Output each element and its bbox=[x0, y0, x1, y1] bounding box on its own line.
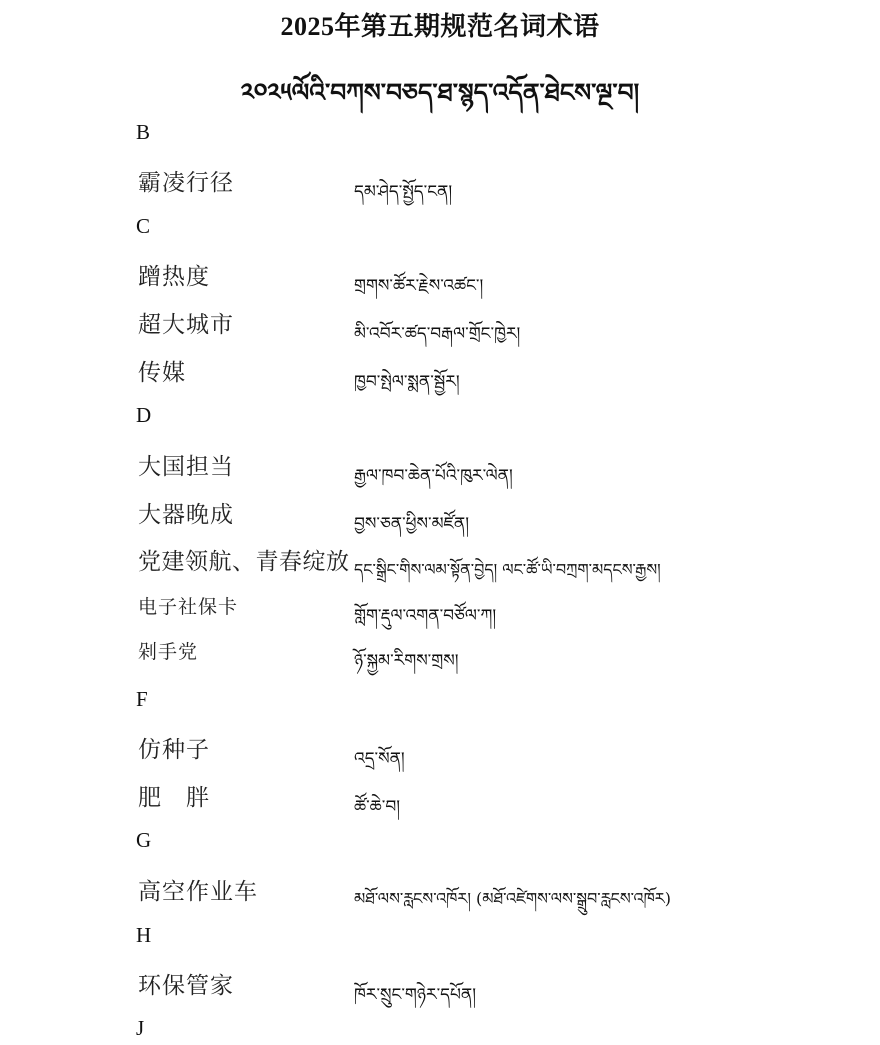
section-letter-f: F bbox=[136, 687, 148, 711]
term-bo: གློག་རྡུལ་འགན་བཙོལ་ཀ། bbox=[354, 606, 497, 626]
term-zh: 肥 胖 bbox=[138, 785, 210, 811]
term-bo: ཚོ་ཆེ་བ། bbox=[354, 797, 401, 817]
title-zh: 2025年第五期规范名词术语 bbox=[280, 12, 600, 41]
term-zh: 传媒 bbox=[138, 360, 186, 386]
term-zh: 高空作业车 bbox=[138, 879, 258, 905]
term-zh: 大器晚成 bbox=[138, 502, 234, 528]
term-bo: དམ་ཤེད་སྤྱོད་ངན། bbox=[354, 182, 453, 202]
term-bo: མི་འབོར་ཚད་བརྒལ་གྲོང་ཁྱེར། bbox=[354, 324, 521, 344]
section-letter-d: D bbox=[136, 403, 152, 427]
term-zh: 霸凌行径 bbox=[138, 170, 234, 196]
term-bo: ཉོ་སྐྱམ་རིགས་གྲས། bbox=[354, 651, 459, 671]
term-zh: 电子社保卡 bbox=[138, 596, 239, 618]
term-zh: 蹭热度 bbox=[138, 264, 210, 290]
section-letter-h: H bbox=[136, 923, 152, 947]
term-zh: 环保管家 bbox=[138, 973, 234, 999]
term-zh: 剁手党 bbox=[138, 641, 199, 663]
term-bo: རྒྱལ་ཁབ་ཆེན་པོའི་ཁུར་ལེན། bbox=[354, 466, 513, 486]
section-letter-j: J bbox=[136, 1016, 145, 1040]
term-bo: འདྲ་སོན། bbox=[354, 749, 405, 769]
section-letter-g: G bbox=[136, 828, 152, 852]
term-bo: གྲགས་ཚོར་རྗེས་འཚང་། bbox=[354, 276, 484, 296]
section-letter-c: C bbox=[136, 214, 151, 238]
term-bo: བྱས་ཅན་ཕྱིས་མཛོན། bbox=[354, 514, 470, 534]
term-zh: 仿种子 bbox=[138, 737, 210, 763]
term-bo: མཐོ་ལས་རླངས་འཁོར། (མཐོ་འཛེགས་ལས་སྒྲུབ་རླངས་འཁོར) bbox=[354, 889, 672, 908]
term-bo: ཁོར་སྲུང་གཉེར་དཔོན། bbox=[354, 985, 476, 1005]
section-letter-b: B bbox=[136, 120, 151, 144]
term-zh: 大国担当 bbox=[138, 454, 234, 480]
title-bo: ༢༠༢༥ལོའི་བཀས་བཅད་ཐ་སྙད་འདོན་ཐེངས་ལྔ་བ། bbox=[240, 78, 640, 107]
term-bo: དང་སྒྲིང་གིས་ལམ་སྟོན་བྱེད། ལང་ཚོ་ཡི་བཀྲག་མདངས་རྒྱས། bbox=[354, 560, 661, 579]
term-zh: 党建领航、青春绽放 bbox=[138, 549, 350, 575]
term-zh: 超大城市 bbox=[138, 312, 234, 338]
term-bo: ཁྱབ་སྤེལ་སྨན་སྦྱོར། bbox=[354, 372, 460, 392]
